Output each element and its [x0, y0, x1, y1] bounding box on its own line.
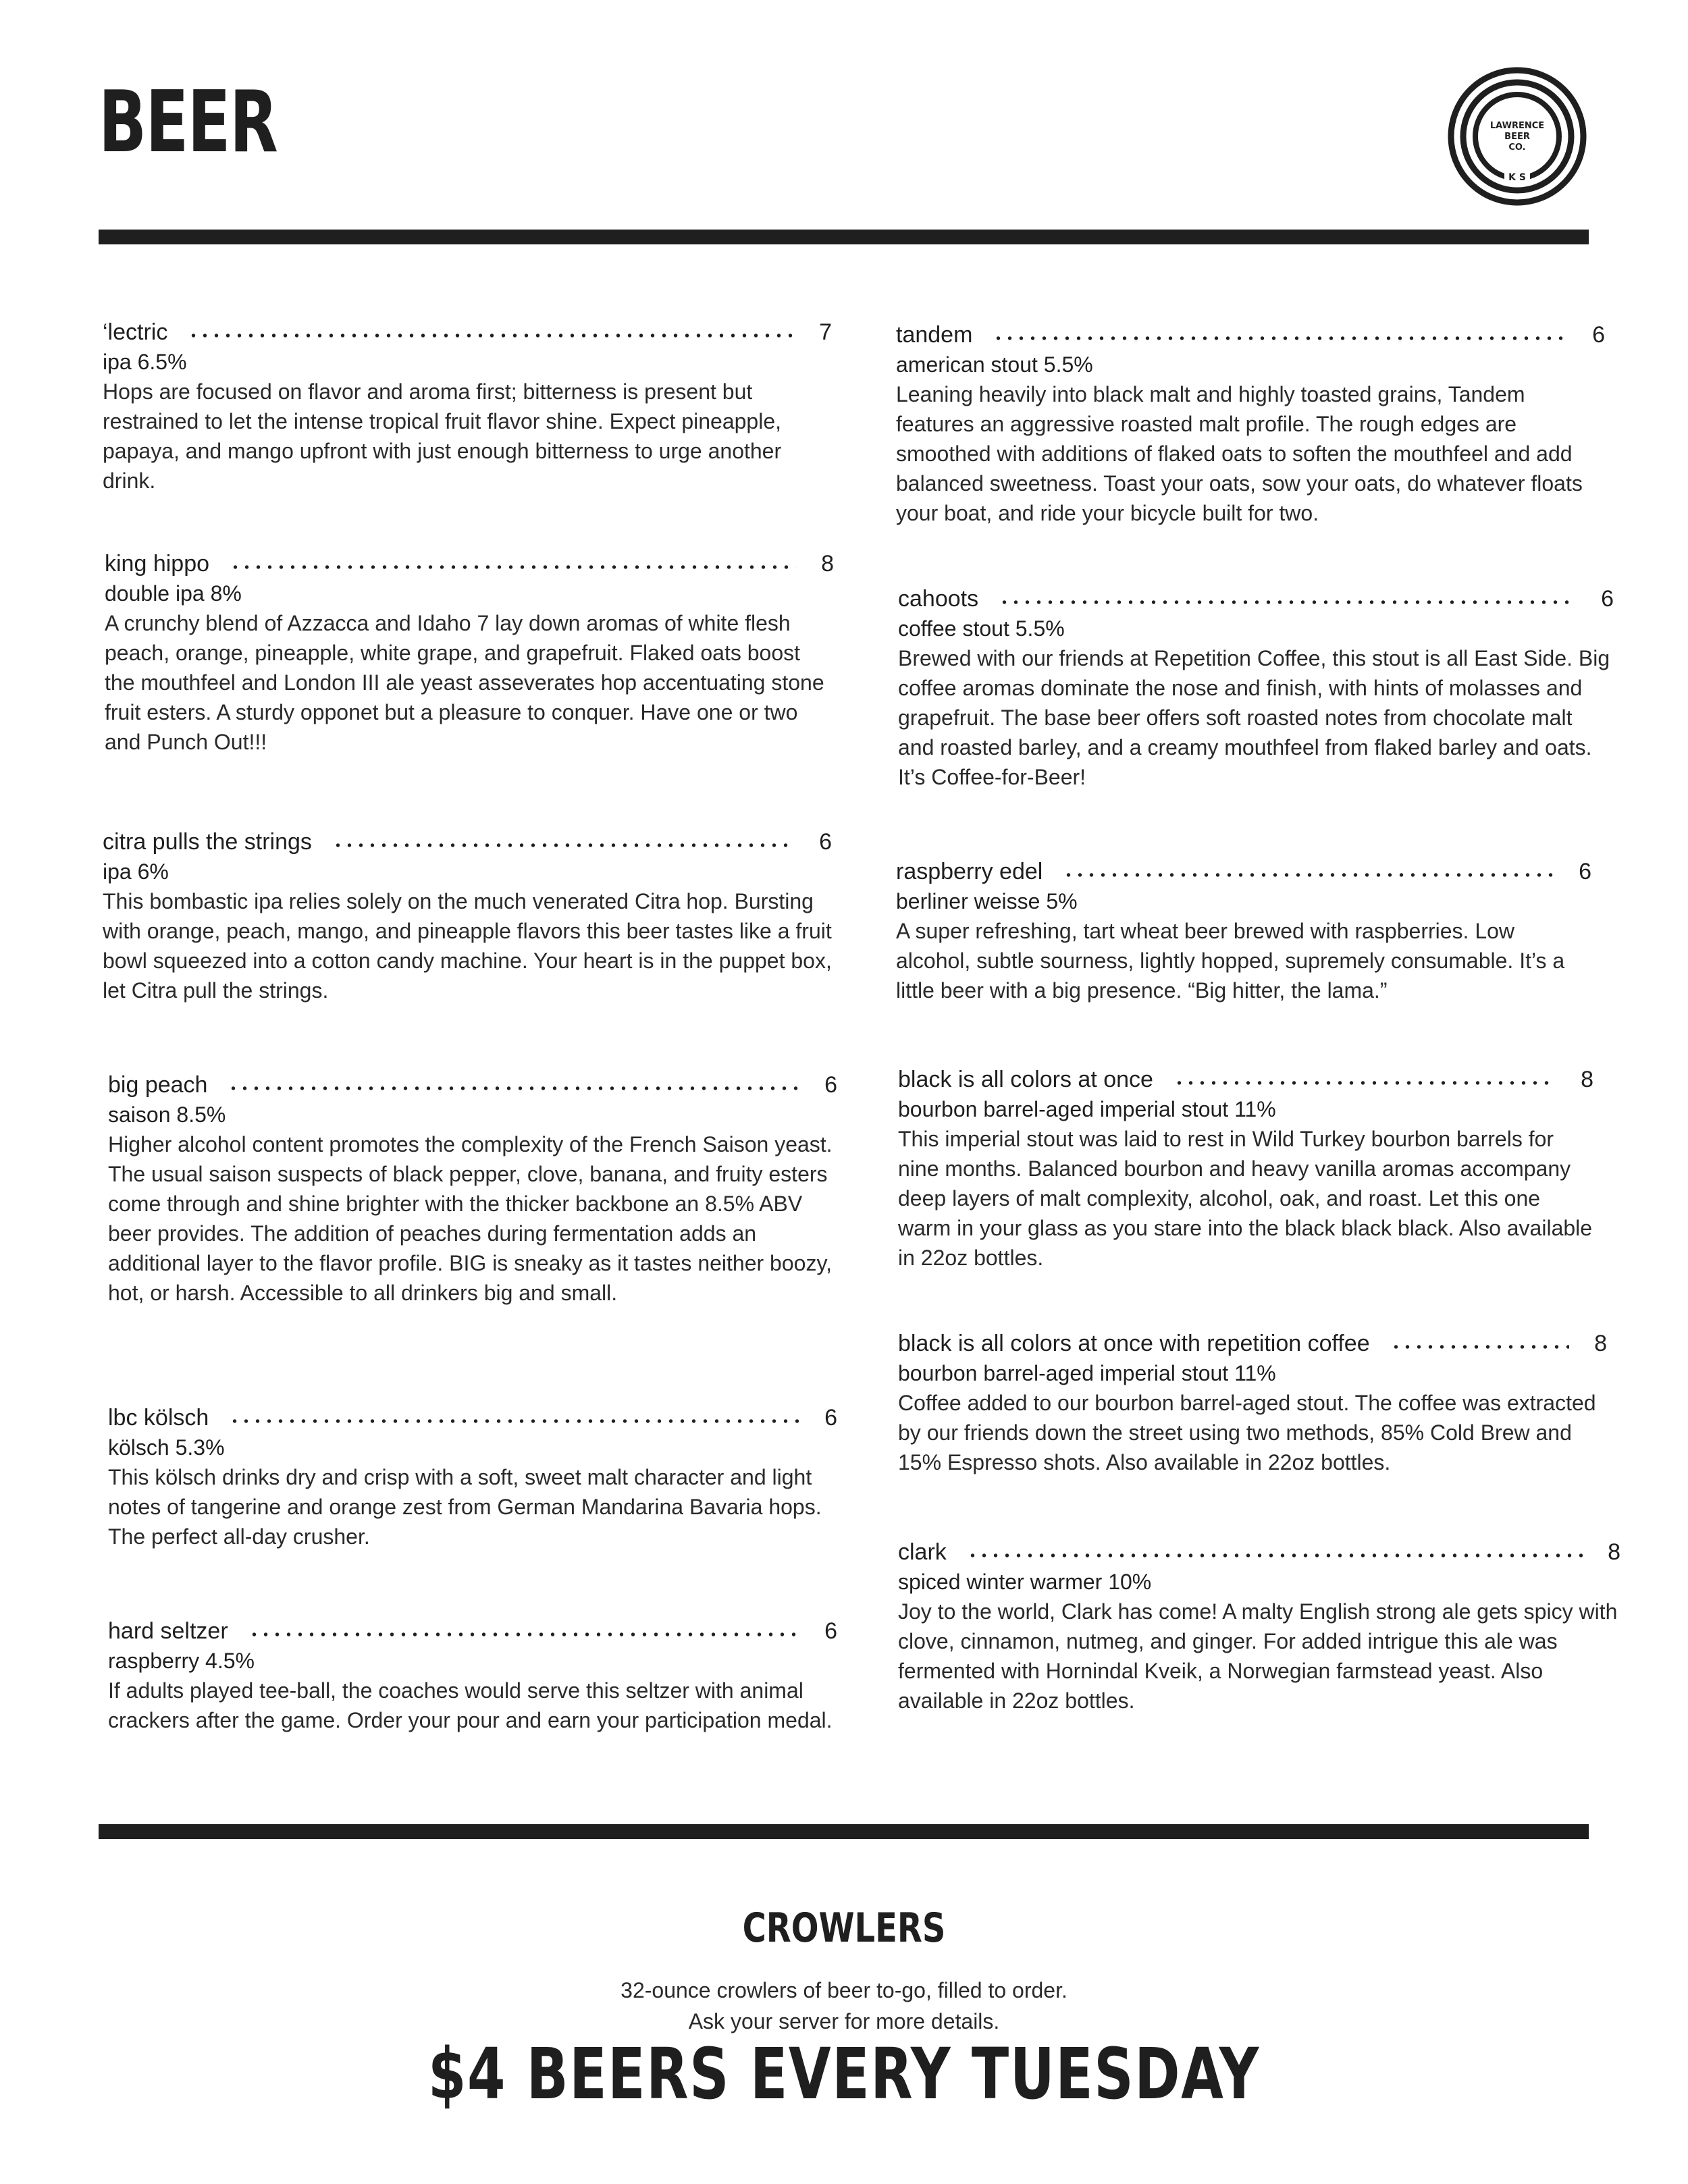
- beer-header: [108, 1403, 837, 1433]
- dot-leader: [1390, 1343, 1569, 1350]
- beer-header: [896, 320, 1605, 350]
- beer-item-clark: [898, 1537, 1620, 1715]
- beer-style: double ipa 8%: [105, 581, 242, 606]
- beer-header: [105, 549, 834, 579]
- beer-name: black is all colors at once with repetition coffee: [898, 1331, 1370, 1356]
- brewery-logo-icon: [1445, 64, 1589, 209]
- beer-item-raspberry-edel: [896, 857, 1591, 1005]
- beer-header: [103, 317, 832, 347]
- beer-item-citra-pulls-the-strings: [103, 827, 832, 1005]
- beer-name: king hippo: [105, 551, 210, 577]
- beer-header: [103, 827, 832, 857]
- beer-price: 6: [819, 829, 832, 855]
- beer-name: cahoots: [898, 586, 979, 612]
- beer-name: hard seltzer: [108, 1618, 228, 1644]
- beer-description: Brewed with our friends at Repetition Coffee, this stout is all East Side. Big coffee aromas dominate the nose and finish, with hints of molasses and grapefruit. The base beer offers soft roasted notes from chocolate malt and roasted barley, and a creamy mouthfeel from flaked barley and oats. It’s Coffee-for-Beer!: [898, 646, 1610, 789]
- beer-price: 6: [1579, 859, 1591, 884]
- beer-price: 8: [1608, 1539, 1620, 1565]
- beer-description: Coffee added to our bourbon barrel-aged stout. The coffee was extracted by our friends down the street using two methods, 85% Cold Brew and 15% Espresso shots. Also available in 22oz bottles.: [898, 1391, 1596, 1474]
- dot-leader: [228, 1085, 799, 1092]
- beer-item-lbc-kolsch: [108, 1403, 837, 1551]
- dot-leader: [248, 1631, 799, 1638]
- crowlers-line-2: Ask your server for more details.: [688, 2009, 1000, 2033]
- dot-leader: [993, 335, 1567, 342]
- beer-name: tandem: [896, 322, 973, 348]
- dot-leader: [229, 1418, 799, 1424]
- top-divider: [99, 230, 1589, 244]
- beer-description: A super refreshing, tart wheat beer brewed with raspberries. Low alcohol, subtle sourness, lightly hopped, supremely consumable. It’s a little beer with a big presence. “Big hitter, the lama.”: [896, 919, 1565, 1003]
- beer-item-cahoots: [898, 584, 1614, 792]
- beer-item-tandem: [896, 320, 1605, 528]
- beer-description: Higher alcohol content promotes the complexity of the French Saison yeast. The usual saison suspects of black pepper, clove, banana, and fruity esters come through and shine brighter with the thicker backbone an 8.5% ABV beer provides. The addition of peaches during fermentation adds an additional layer to the flavor profile. BIG is sneaky as it tastes neither boozy, hot, or harsh. Accessible to all drinkers big and small.: [108, 1132, 833, 1305]
- crowlers-line-1: 32-ounce crowlers of beer to-go, filled to order.: [621, 1978, 1067, 2002]
- beer-price: 8: [1594, 1331, 1607, 1356]
- beer-price: 8: [1581, 1067, 1593, 1092]
- dot-leader: [188, 332, 794, 339]
- beer-description: This imperial stout was laid to rest in Wild Turkey bourbon barrels for nine months. Balanced bourbon and heavy vanilla aromas accompany deep layers of malt complexity, alcohol, oak, and roast. Let this one warm in your glass as you stare into the black black black. Also available in 22oz bottles.: [898, 1127, 1593, 1270]
- beer-style: bourbon barrel-aged imperial stout 11%: [898, 1361, 1276, 1385]
- beer-header: [898, 1065, 1593, 1094]
- beer-description: This bombastic ipa relies solely on the much venerated Citra hop. Bursting with orange, peach, mango, and pineapple flavors this beer tastes like a fruit bowl squeezed into a cotton candy machine. Your heart is in the puppet box, let Citra pull the strings.: [103, 889, 832, 1003]
- beer-item-black-is-all-colors-with-repetition-coffee: [898, 1329, 1607, 1477]
- bottom-divider: [99, 1824, 1589, 1839]
- beer-header: [108, 1070, 837, 1100]
- beer-description: Joy to the world, Clark has come! A malty English strong ale gets spicy with clove, cinnamon, nutmeg, and ginger. For added intrigue this ale was fermented with Hornindal Kveik, a Norwegian farmstead yeast. Also available in 22oz bottles.: [898, 1599, 1618, 1713]
- beer-style: kölsch 5.3%: [108, 1435, 225, 1460]
- logo-state: K S: [1508, 172, 1526, 183]
- beer-item-black-is-all-colors-at-once: [898, 1065, 1593, 1273]
- dot-leader: [1063, 872, 1554, 878]
- beer-header: [108, 1616, 837, 1646]
- beer-style: saison 8.5%: [108, 1102, 226, 1127]
- beer-style: spiced winter warmer 10%: [898, 1570, 1152, 1594]
- beer-price: 8: [821, 551, 834, 577]
- beer-style: raspberry 4.5%: [108, 1649, 255, 1673]
- beer-name: big peach: [108, 1072, 208, 1098]
- beer-style: ipa 6%: [103, 859, 169, 884]
- beer-style: coffee stout 5.5%: [898, 616, 1065, 641]
- beer-style: american stout 5.5%: [896, 352, 1093, 377]
- dot-leader: [332, 842, 794, 849]
- beer-price: 6: [824, 1072, 837, 1098]
- beer-description: Hops are focused on flavor and aroma first; bitterness is present but restrained to let the intense tropical fruit flavor shine. Expect pineapple, papaya, and mango upfront with just enough bitterness to urge another drink.: [103, 379, 782, 493]
- beer-description: Leaning heavily into black malt and highly toasted grains, Tandem features an aggressive roasted malt profile. The rough edges are smoothed with additions of flaked oats to soften the mouthfeel and add balanced sweetness. Toast your oats, sow your oats, do whatever floats your boat, and ride your bicycle built for two.: [896, 382, 1583, 525]
- beer-description: This kölsch drinks dry and crisp with a soft, sweet malt character and light notes of tangerine and orange zest from German Mandarina Bavaria hops. The perfect all-day crusher.: [108, 1465, 822, 1549]
- beer-header: [898, 1537, 1620, 1567]
- beer-name: raspberry edel: [896, 859, 1043, 884]
- dot-leader: [999, 599, 1576, 606]
- beer-style: bourbon barrel-aged imperial stout 11%: [898, 1097, 1276, 1121]
- beer-name: lbc kölsch: [108, 1405, 209, 1431]
- dot-leader: [230, 564, 796, 570]
- beer-header: [898, 1329, 1607, 1358]
- beer-price: 6: [824, 1405, 837, 1431]
- dot-leader: [967, 1552, 1583, 1559]
- logo-line-3: CO.: [1508, 142, 1526, 153]
- crowlers-description: [0, 1975, 1688, 2037]
- beer-style: berliner weisse 5%: [896, 889, 1078, 913]
- beer-header: [896, 857, 1591, 886]
- beer-price: 6: [1601, 586, 1614, 612]
- beer-name: clark: [898, 1539, 947, 1565]
- beer-style: ipa 6.5%: [103, 350, 187, 374]
- beer-item-lectric: [103, 317, 832, 496]
- beer-item-king-hippo: [105, 549, 834, 757]
- beer-name: black is all colors at once: [898, 1067, 1153, 1092]
- beer-header: [898, 584, 1614, 614]
- beer-price: 6: [1592, 322, 1605, 348]
- logo-line-2: BEER: [1504, 132, 1530, 142]
- beer-name: ‘lectric: [103, 319, 168, 345]
- crowlers-title: CROWLERS: [742, 1905, 946, 1952]
- tuesday-promo: $4 BEERS EVERY TUESDAY: [427, 2033, 1260, 2115]
- beer-item-big-peach: [108, 1070, 837, 1308]
- beer-price: 6: [824, 1618, 837, 1644]
- page-title: BEER: [99, 72, 278, 171]
- beer-item-hard-seltzer: [108, 1616, 837, 1735]
- beer-description: If adults played tee-ball, the coaches would serve this seltzer with animal crackers after the game. Order your pour and earn your participation medal.: [108, 1678, 833, 1732]
- logo-line-1: LAWRENCE: [1489, 121, 1545, 131]
- beer-name: citra pulls the strings: [103, 829, 312, 855]
- dot-leader: [1173, 1080, 1556, 1086]
- beer-price: 7: [819, 319, 832, 345]
- beer-description: A crunchy blend of Azzacca and Idaho 7 lay down aromas of white flesh peach, orange, pineapple, white grape, and grapefruit. Flaked oats boost the mouthfeel and London III ale yeast asseverates hop accentuating stone fruit esters. A sturdy opponet but a pleasure to conquer. Have one or two and Punch Out!!!: [105, 611, 824, 754]
